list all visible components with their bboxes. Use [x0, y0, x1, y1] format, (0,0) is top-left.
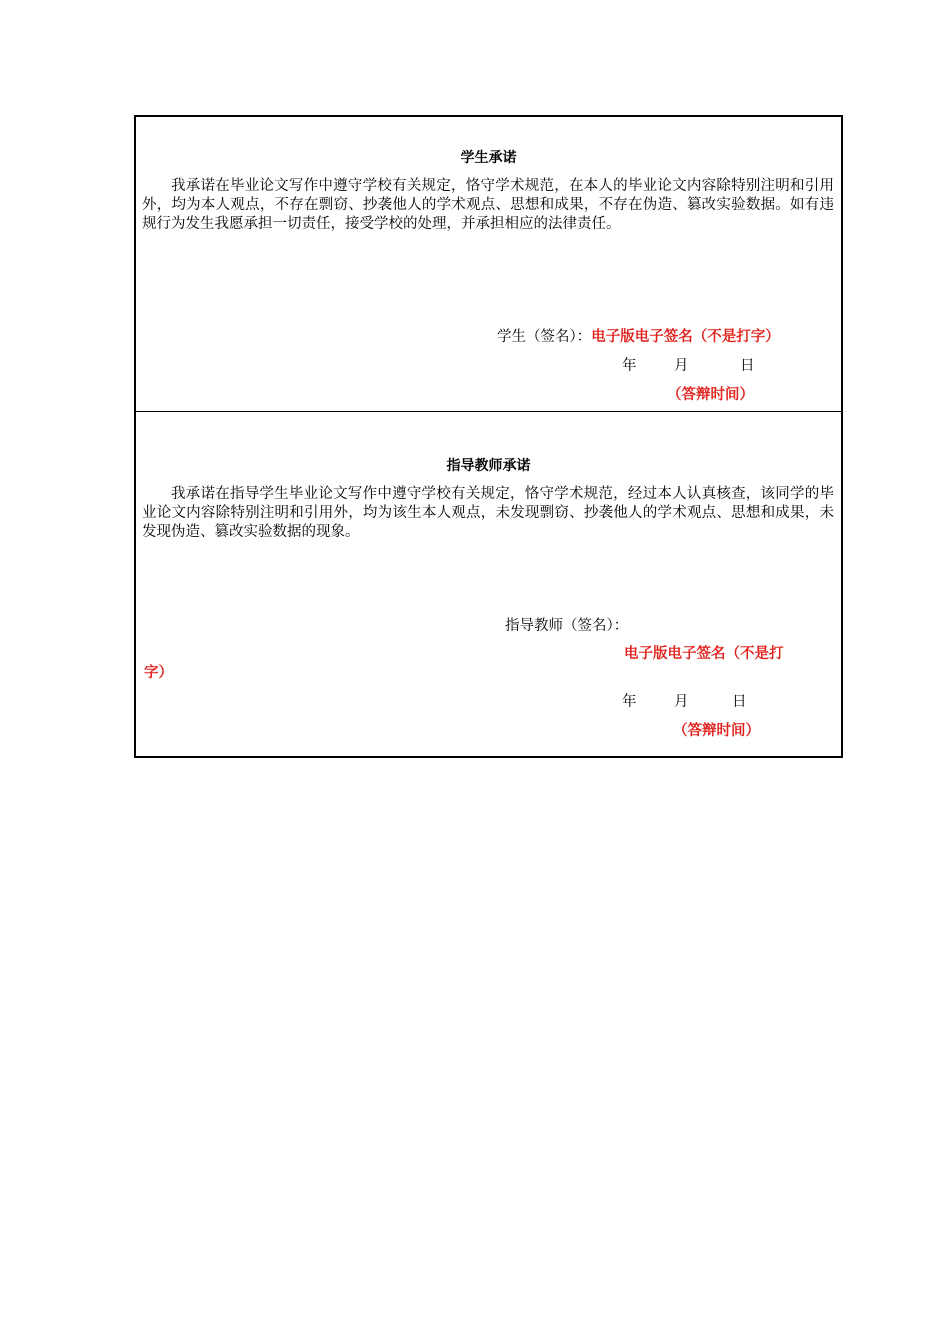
student-pledge-body: 我承诺在毕业论文写作中遵守学校有关规定，恪守学术规范，在本人的毕业论文内容除特别注明和引用外，均为本人观点，不存在剽窃、抄袭他人的学术观点、思想和成果，不存在伪造、篡改实验数据。如有违规行为发生我愿承担一切责任，接受学校的处理，并承担相应的法律责任。: [142, 178, 834, 232]
student-signature-note: 电子版电子签名（不是打字）: [591, 329, 780, 345]
student-date-month: 月: [674, 358, 689, 374]
student-pledge-heading: 学生承诺: [460, 150, 517, 166]
teacher-signature-note-line1: 电子版电子签名（不是打: [624, 646, 784, 662]
student-signature-label: 学生（签名）：: [497, 329, 592, 345]
teacher-signature-label: 指导教师（签名）：: [505, 618, 629, 634]
student-date-day: 日: [740, 358, 755, 374]
teacher-pledge-heading: 指导教师承诺: [446, 458, 531, 474]
student-date-line: [622, 354, 755, 375]
student-pledge-section: [136, 117, 841, 412]
teacher-date-month: 月: [674, 694, 689, 710]
teacher-defense-date-note: （答辩时间）: [673, 723, 760, 739]
student-defense-date-note: （答辩时间）: [667, 387, 754, 403]
teacher-signature-note-line2: 字）: [144, 665, 173, 681]
teacher-date-line: [622, 690, 747, 711]
teacher-pledge-section: [136, 412, 841, 756]
teacher-date-day: 日: [732, 694, 747, 710]
student-signature-line: [497, 325, 780, 346]
student-date-year: 年: [622, 358, 637, 374]
teacher-date-year: 年: [622, 694, 637, 710]
teacher-pledge-body: 我承诺在指导学生毕业论文写作中遵守学校有关规定，恪守学术规范，经过本人认真核查，该同学的毕业论文内容除特别注明和引用外，均为该生本人观点，未发现剽窃、抄袭他人的学术观点、思想和成果，未发现伪造、篡改实验数据的现象。: [142, 486, 834, 540]
pledge-table: [134, 115, 843, 758]
